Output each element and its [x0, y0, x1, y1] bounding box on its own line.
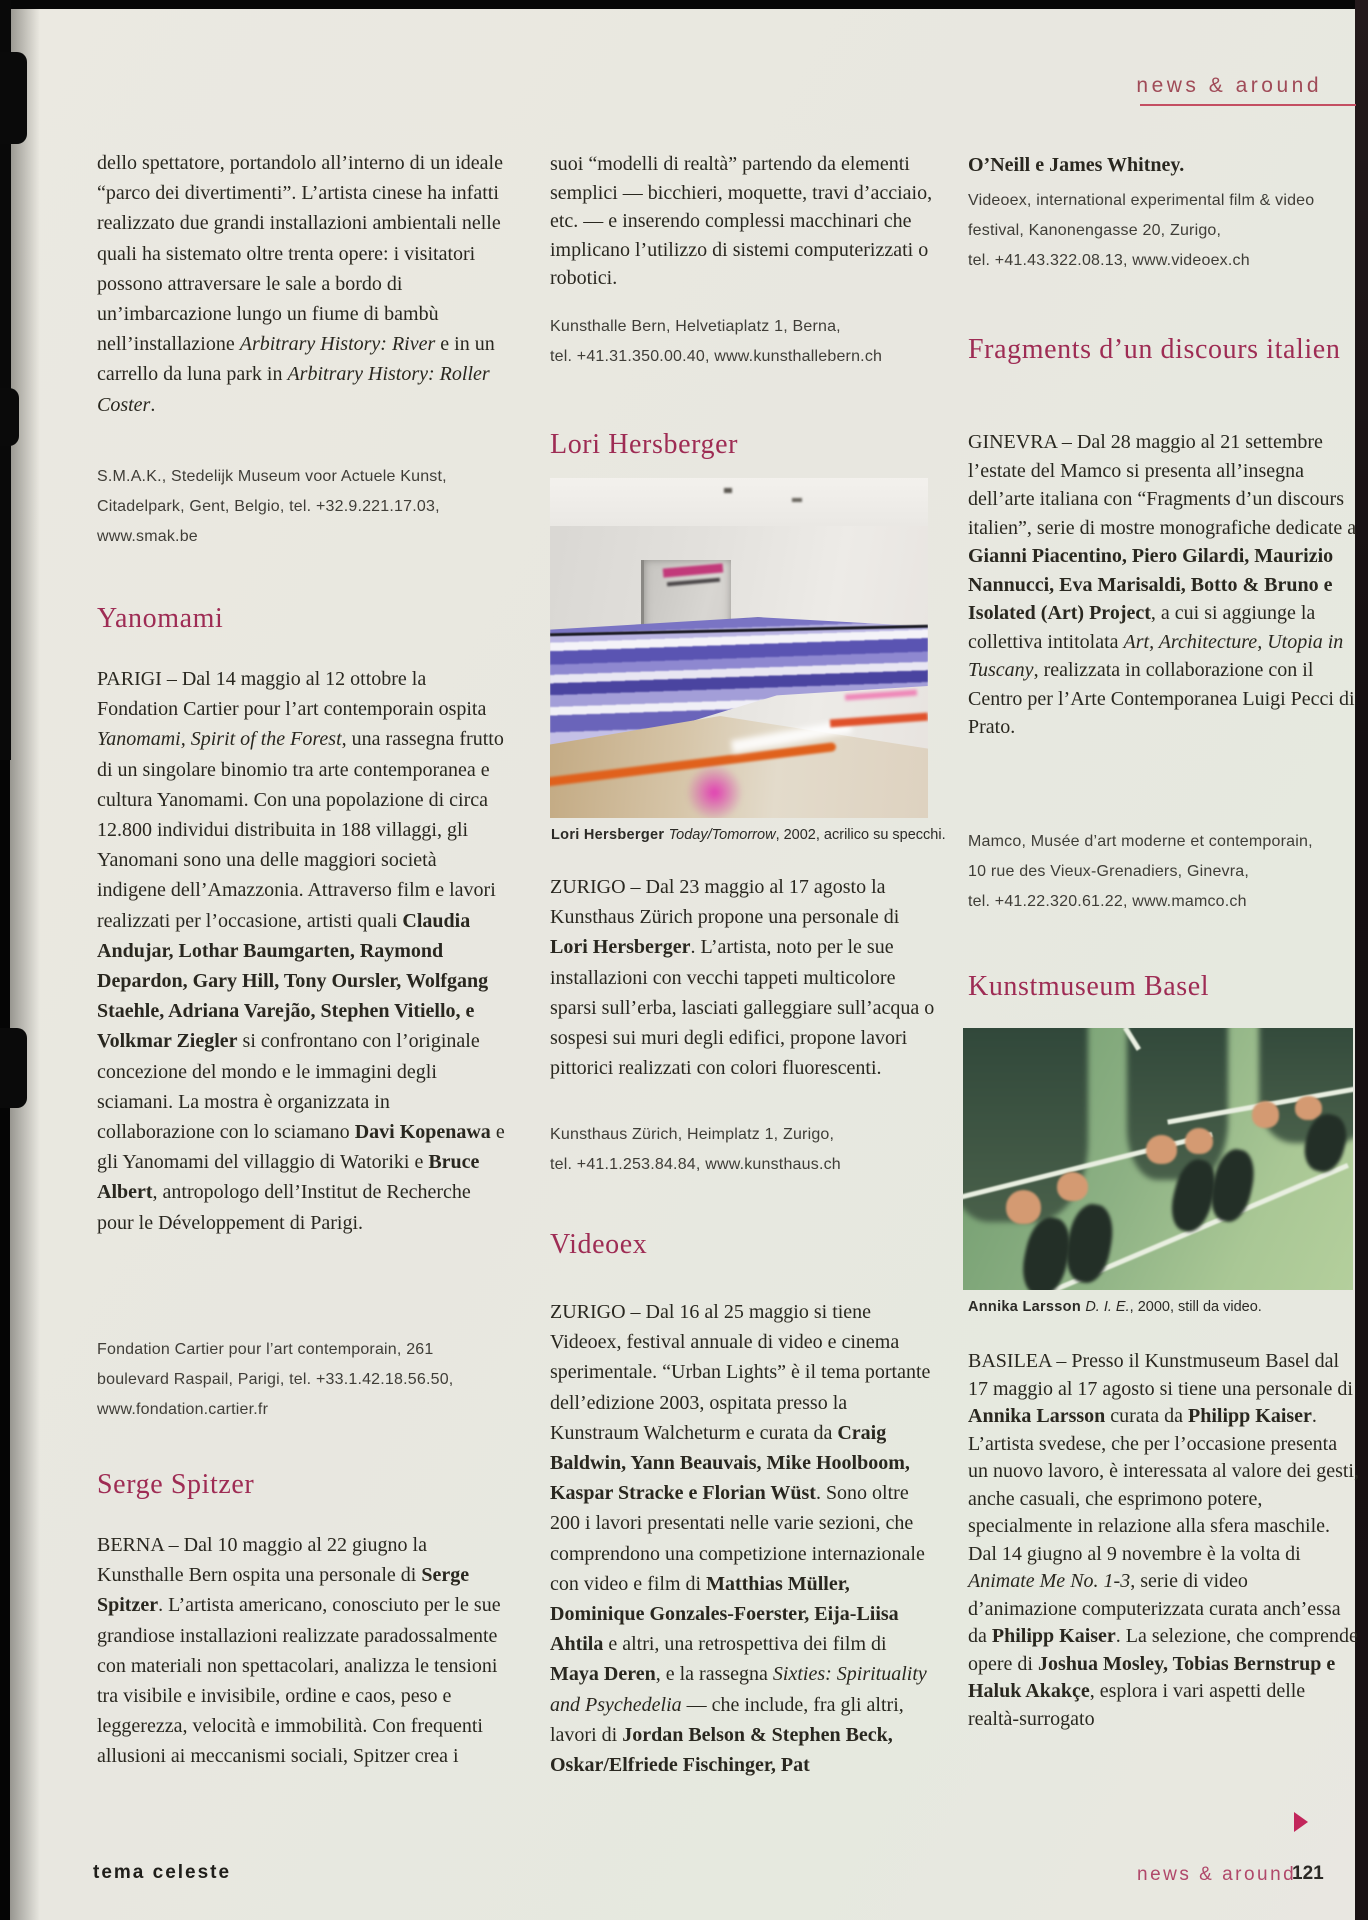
article-yanomami-body: PARIGI – Dal 14 maggio al 12 ottobre la Fondation Cartier pour l’art contemporain ospita Yanomami, Spirit of the Forest, una rassegna frutto di un singolare binomio tra arte contemporanea e cultura Yanomami. Con una popolazione di circa 12.800 individui distribuita in 188 villaggi, gli Yanomani sono una delle maggiori società indigene dell’Amazzonia. Attraverso film e lavori realizzati per l’occasione, artisti quali Claudia Andujar, Lothar Baumgarten, Raymond Depardon, Gary Hill, Tony Oursler, Wolfgang Staehle, Adriana Varejão, Stephen Vitiello, e Volkmar Ziegler si confrontano con l’originale concezione del mondo e le immagini degli sciamani. La mostra è organizzata in collaborazione con lo sciamano Davi Kopenawa e gli Yanomami del villaggio di Watoriki e Bruce Albert, antropologo dell’Institut de Recherche pour le Développement di Parigi. [97, 668, 505, 1234]
caption-larsson: Annika Larsson D. I. E., 2000, still da video. [968, 1299, 1262, 1315]
contact-line: Kunsthaus Zürich, Heimplatz 1, Zurigo, [550, 1126, 835, 1143]
contact-line: Mamco, Musée d’art moderne et contemporain, [968, 833, 1313, 850]
contact-videoex [968, 186, 1360, 276]
article-spitzer-body: BERNA – Dal 10 maggio al 22 giugno la Kunsthalle Bern ospita una personale di Serge Spitzer. L’artista americano, conosciuto per le sue grandiose installazioni realizzate paradossalmente con materiali non spettacolari, analizza le tensioni tra visibile e invisibile, ordine e caos, peso e leggerezza, velocità e immobilità. Con frequenti allusioni ai meccanismi sociali, Spitzer crea i [97, 1534, 501, 1768]
bare-foot [1146, 1135, 1177, 1164]
article-hersberger-body: ZURIGO – Dal 23 maggio al 17 agosto la Kunsthaus Zürich propone una personale di Lori Hersberger. L’artista, noto per le sue installazioni con vecchi tappeti multicolore sparsi sull’erba, lasciati galleggiare sull’acqua o sospesi sui muri degli edifici, propone lavori pittorici realizzati con colori fluorescenti. [550, 876, 935, 1080]
red-paint-streak [830, 713, 928, 728]
gallery-ceiling [550, 478, 928, 526]
bare-foot [1252, 1101, 1279, 1127]
footer-section-label: news & around [1137, 1864, 1297, 1885]
footer-magazine-title: tema celeste [93, 1862, 232, 1883]
article-basel-body: BASILEA – Presso il Kunstmuseum Basel dal 17 maggio al 17 agosto si tiene una personale di Annika Larsson curata da Philipp Kaiser. L’artista svedese, che per l’occasione presenta un nuovo lavoro, è interessata al valore dei gesti, anche casuali, che esprimono potere, specialmente in relazione alla sfera maschile. Dal 14 giugno al 9 novembre è la volta di Animate Me No. 1-3, serie di video d’animazione computerizzata curata anch’essa da Philipp Kaiser. La selezione, che comprende opere di Joshua Mosley, Tobias Bernstrup e Haluk Akakçe, esplora i vari aspetti delle realtà-surrogato [968, 1350, 1359, 1730]
article-smak-continuation: dello spettatore, portandolo all’interno di un ideale “parco dei divertimenti”. L’artista cinese ha infatti realizzato due grandi installazioni ambientali nelle quali ha sistemato oltre trenta opere: i visitatori possono attraversare le sale a bordo di un’imbarcazione lungo un fiume di bambù nell’installazione Arbitrary History: River e in un carrello da luna park in Arbitrary History: Roller Coster. [97, 152, 503, 416]
dark-shoe [1062, 1200, 1118, 1285]
heading-fragments: Fragments d’un discours italien [968, 334, 1341, 365]
bare-foot [1006, 1190, 1041, 1224]
heading-videoex: Videoex [550, 1229, 648, 1260]
ceiling-fixture [724, 488, 732, 493]
contact-line: www.smak.be [97, 528, 198, 545]
contact-fondation-cartier [97, 1335, 507, 1425]
article-videoex-continuation: O’Neill e James Whitney. [968, 154, 1185, 176]
contact-line: www.fondation.cartier.fr [97, 1401, 269, 1418]
hersberger-artwork-photo [550, 478, 928, 818]
bare-foot [1185, 1128, 1212, 1154]
contact-line: boulevard Raspail, Parigi, tel. +33.1.42.18.56.50, [97, 1371, 454, 1388]
contact-line: festival, Kanonengasse 20, Zurigo, [968, 222, 1222, 239]
ceiling-fixture [792, 498, 802, 502]
footer-page-number: 121 [1292, 1863, 1324, 1884]
scan-edge-blob [0, 52, 27, 144]
standing-figure [1127, 1028, 1228, 1180]
contact-line: tel. +41.22.320.61.22, www.mamco.ch [968, 893, 1247, 910]
contact-kunsthalle-bern [550, 312, 935, 372]
contact-line: Citadelpark, Gent, Belgio, tel. +32.9.221.17.03, [97, 498, 440, 515]
heading-lori-hersberger: Lori Hersberger [550, 429, 739, 460]
contact-line: Kunsthalle Bern, Helvetiaplatz 1, Berna, [550, 318, 841, 335]
contact-kunsthaus-zurich [550, 1120, 935, 1180]
contact-line: S.M.A.K., Stedelijk Museum voor Actuele Kunst, [97, 468, 447, 485]
contact-line: tel. +41.1.253.84.84, www.kunsthaus.ch [550, 1156, 841, 1173]
scan-edge-blob [0, 388, 19, 446]
contact-line: 10 rue des Vieux-Grenadiers, Ginevra, [968, 863, 1250, 880]
caption-hersberger: Lori Hersberger Today/Tomorrow, 2002, acrilico su specchi. [551, 827, 946, 843]
section-masthead: news & around [1136, 74, 1322, 97]
heading-yanomami: Yanomami [97, 603, 224, 634]
pink-paint-smear [845, 690, 917, 701]
contact-line: Fondation Cartier pour l’art contemporain, 261 [97, 1341, 434, 1358]
contact-line: tel. +41.31.350.00.40, www.kunsthallebern.ch [550, 348, 883, 365]
bare-foot [1057, 1172, 1088, 1201]
contact-smak [97, 462, 507, 552]
scan-edge-blob [0, 1028, 27, 1108]
scan-edge-top [0, 0, 1368, 9]
continued-arrow-icon [1294, 1812, 1308, 1832]
magenta-paint-blob [686, 764, 743, 818]
article-fragments-body: GINEVRA – Dal 28 maggio al 21 settembre l’estate del Mamco si presenta all’insegna dell’arte italiana con “Fragments d’un discours italien”, serie di mostre monografiche dedicate a Gianni Piacentino, Piero Gilardi, Maurizio Nannucci, Eva Marisaldi, Botto & Bruno e Isolated (Art) Project, a cui si aggiunge la collettiva intitolata Art, Architecture, Utopia in Tuscany, realizzata in collaborazione con il Centro per l’Arte Contemporanea Luigi Pecci di Prato. [968, 431, 1357, 738]
contact-mamco [968, 827, 1360, 917]
larsson-video-still [963, 1028, 1353, 1290]
heading-serge-spitzer: Serge Spitzer [97, 1469, 255, 1500]
contact-line: tel. +41.43.322.08.13, www.videoex.ch [968, 252, 1250, 269]
contact-line: Videoex, international experimental film & video [968, 192, 1315, 209]
article-spitzer-continuation: suoi “modelli di realtà” partendo da elementi semplici — bicchieri, moquette, travi d’acciaio, etc. — e inserendo complessi macchinari che implicano l’utilizzo di sistemi computerizzati o robotici. [550, 153, 933, 289]
masthead-rule [1140, 104, 1356, 106]
article-videoex-body: ZURIGO – Dal 16 al 25 maggio si tiene Videoex, festival annuale di video e cinema sperimentale. “Urban Lights” è il tema portante dell’edizione 2003, ospitata presso la Kunstraum Walcheturm e curata da Craig Baldwin, Yann Beauvais, Mike Hoolboom, Kaspar Stracke e Florian Wüst. Sono oltre 200 i lavori presentati nelle varie sezioni, che comprendono una competizione internazionale con video e film di Matthias Müller, Dominique Gonzales-Foerster, Eija-Liisa Ahtila e altri, una retrospettiva dei film di Maya Deren, e la rassegna Sixties: Spirituality and Psychedelia — che include, fra gli altri, lavori di Jordan Belson & Stephen Beck, Oskar/Elfriede Fischinger, Pat [550, 1301, 931, 1777]
heading-kunstmuseum-basel: Kunstmuseum Basel [968, 971, 1210, 1002]
